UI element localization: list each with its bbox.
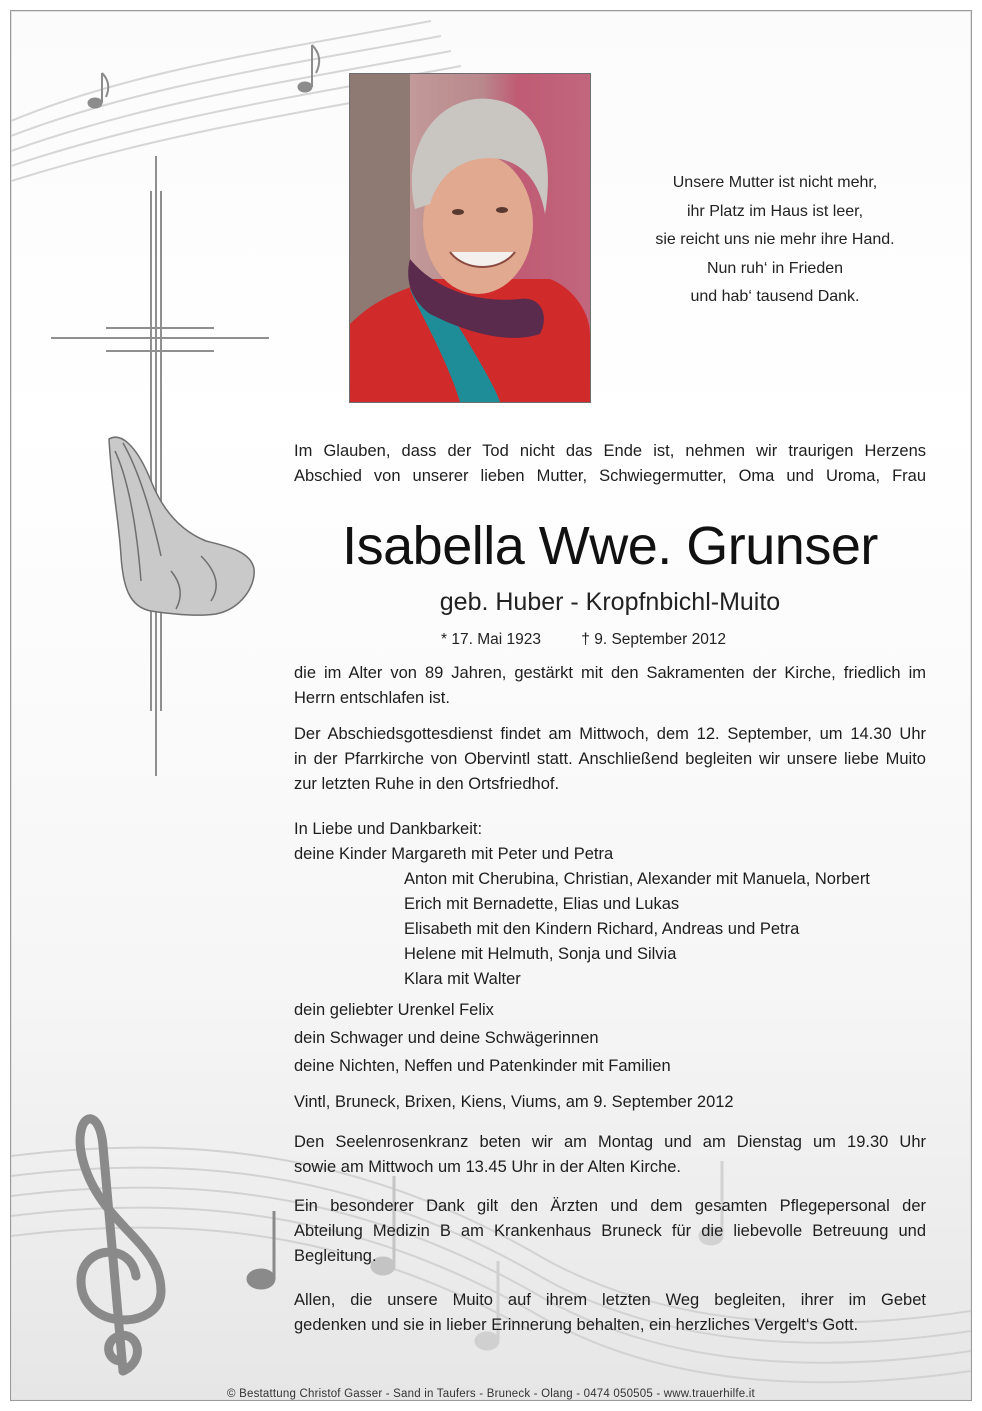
passing-line: die im Alter von 89 Jahren, gestärkt mit den Sakramenten der Kirche, friedlich im <box>294 664 926 682</box>
treble-clef-icon <box>80 1119 161 1371</box>
passing-line: Herrn entschlafen ist. <box>294 689 450 707</box>
mourner-line: dein Schwager und deine Schwägerinnen <box>294 1029 599 1047</box>
closing-line: Allen, die unsere Muito auf ihrem letzten Weg begleiten, ihrer im Gebet <box>294 1291 926 1309</box>
life-dates <box>441 628 781 652</box>
thanks-paragraph <box>294 1194 926 1269</box>
service-line: Der Abschiedsgottesdienst findet am Mittwoch, dem 12. September, um 14.30 Uhr <box>294 725 926 743</box>
poem-line: sie reicht uns nie mehr ihre Hand. <box>655 231 895 248</box>
maiden-name: geb. Huber - Kropfnbichl-Muito <box>439 588 781 616</box>
poem-line: und hab‘ tausend Dank. <box>690 288 860 305</box>
music-note-icon <box>298 45 319 92</box>
poem-line: Unsere Mutter ist nicht mehr, <box>672 174 878 191</box>
intro-paragraph <box>294 439 926 489</box>
poem-line: Nun ruh‘ in Frieden <box>706 259 844 277</box>
mourner-line: dein geliebter Urenkel Felix <box>294 1001 494 1019</box>
portrait-illustration <box>350 74 590 402</box>
mourner-line: Erich mit Bernadette, Elias und Lukas <box>404 895 680 913</box>
poem-line: ihr Platz im Haus ist leer, <box>686 202 864 220</box>
rosary-line: Den Seelenrosenkranz beten wir am Montag und am Dienstag um 19.30 Uhr <box>294 1133 926 1151</box>
mourner-line: Klara mit Walter <box>404 970 521 988</box>
cross-icon <box>51 156 269 776</box>
praying-hands-icon <box>109 437 254 615</box>
thanks-line: Abteilung Medizin B am Krankenhaus Bruneck für die liebevolle Betreuung und <box>294 1222 926 1240</box>
service-line: in der Pfarrkirche von Obervintl statt. Anschließend begleiten wir unsere liebe Muito <box>294 750 926 768</box>
obituary-card <box>10 10 972 1401</box>
poem <box>625 169 925 312</box>
music-note-icon <box>247 1211 275 1289</box>
mourner-line: Anton mit Cherubina, Christian, Alexander mit Manuela, Norbert <box>404 870 870 888</box>
thanks-line: Ein besonderer Dank gilt den Ärzten und dem gesamten Pflegepersonal der <box>294 1197 926 1215</box>
birth-date: * 17. Mai 1923 <box>441 631 541 648</box>
mourner-line: deine Nichten, Neffen und Patenkinder mit Familien <box>294 1057 671 1075</box>
funeral-home-footer: © Bestattung Christof Gasser - Sand in Taufers - Bruneck - Olang - 0474 050505 - www.trauerhilfe.it <box>227 1388 755 1400</box>
service-line: zur letzten Ruhe in den Ortsfriedhof. <box>294 775 560 793</box>
service-paragraph <box>294 722 926 797</box>
rosary-paragraph <box>294 1130 926 1180</box>
death-date: † 9. September 2012 <box>581 631 727 648</box>
place-date-line: Vintl, Bruneck, Brixen, Kiens, Viums, am 9. September 2012 <box>294 1093 734 1111</box>
deceased-name: Isabella Wwe. Grunser <box>342 516 878 576</box>
place-date <box>294 1090 926 1115</box>
portrait-photo <box>349 73 591 403</box>
closing-line: gedenken und sie in lieber Erinnerung behalten, ein herzliches Vergelt‘s Gott. <box>294 1316 859 1334</box>
passing-paragraph <box>294 661 926 711</box>
mourner-line: Helene mit Helmuth, Sonja und Silvia <box>404 945 677 963</box>
intro-line: Abschied von unserer lieben Mutter, Schwiegermutter, Oma und Uroma, Frau <box>294 467 926 485</box>
mourner-line: Elisabeth mit den Kindern Richard, Andreas und Petra <box>404 920 800 938</box>
closing-paragraph <box>294 1288 926 1338</box>
intro-line: Im Glauben, dass der Tod nicht das Ende ist, nehmen wir traurigen Herzens <box>294 442 926 460</box>
rosary-line: sowie am Mittwoch um 13.45 Uhr in der Alten Kirche. <box>294 1158 682 1176</box>
mourner-line: deine Kinder Margareth mit Peter und Petra <box>294 845 614 863</box>
mourners-list <box>294 817 926 1079</box>
mourners-heading: In Liebe und Dankbarkeit: <box>294 820 483 838</box>
thanks-line: Begleitung. <box>294 1247 377 1265</box>
